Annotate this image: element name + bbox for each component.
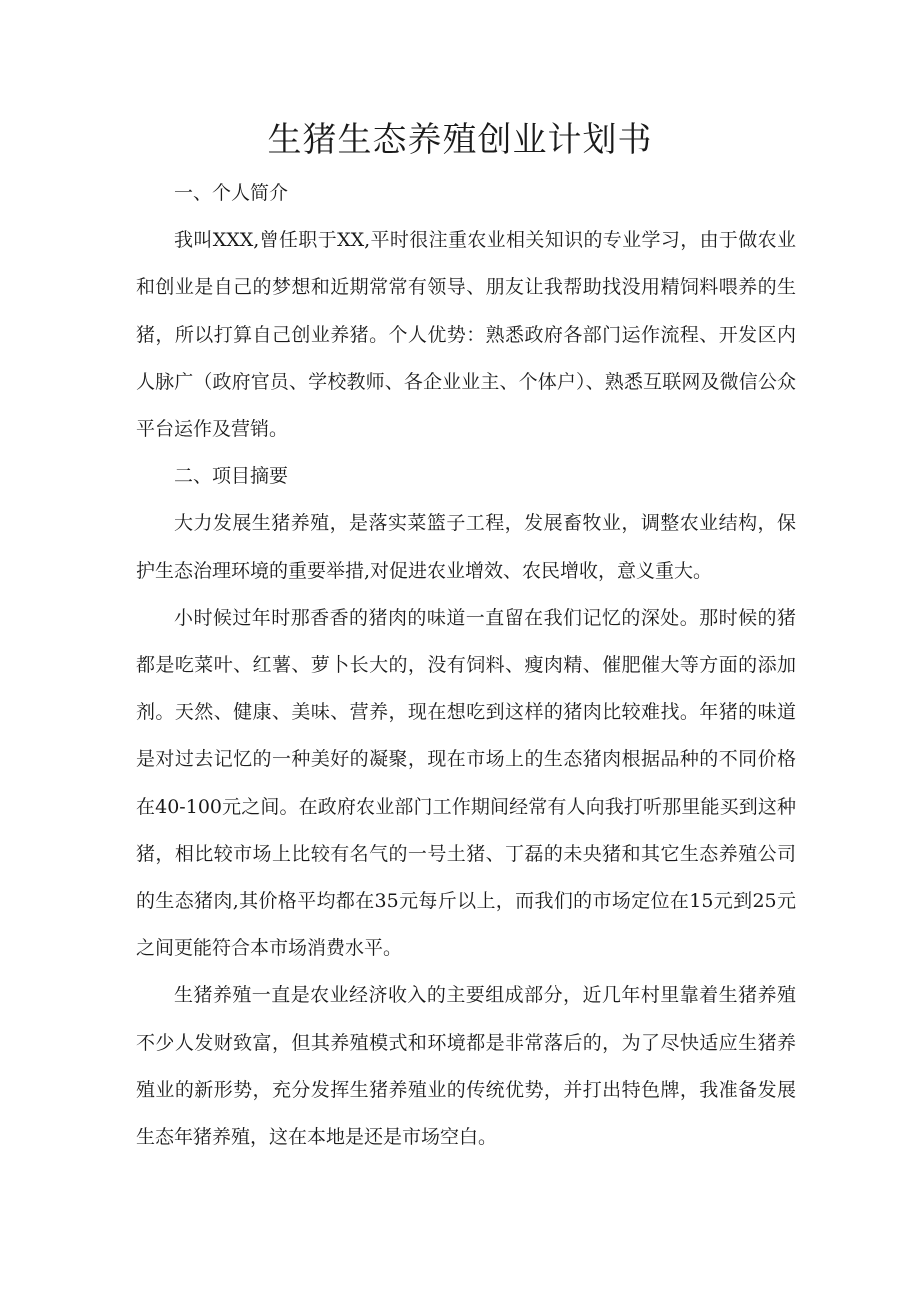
document-title: 生猪生态养殖创业计划书 bbox=[267, 120, 653, 160]
paragraph-summary-2: 小时候过年时那香香的猪肉的味道一直留在我们记忆的深处。那时候的猪都是吃菜叶、红薯、萝卜长大的，没有饲料、瘦肉精、催肥催大等方面的添加剂。天然、健康、美味、营养，现在想吃到这样的猪肉比较难找。年猪的味道是对过去记忆的一种美好的凝聚，现在市场上的生态猪肉根据品种的不同价格在40-100元之间。在政府农业部门工作期间经常有人向我打听那里能买到这种猪，相比较市场上比较有名气的一号土猪、丁磊的未央猪和其它生态养殖公司的生态猪肉,其价格平均都在35元每斤以上，而我们的市场定位在15元到25元之间更能符合本市场消费水平。 bbox=[136, 606, 796, 960]
paragraph-summary-3: 生猪养殖一直是农业经济收入的主要组成部分，近几年村里靠着生猪养殖不少人发财致富，但其养殖模式和环境都是非常落后的，为了尽快适应生猪养殖业的新形势，充分发挥生猪养殖业的传统优势，并打出特色牌，我准备发展生态年猪养殖，这在本地是还是市场空白。 bbox=[136, 984, 796, 1149]
section-heading-summary: 二、项目摘要 bbox=[174, 465, 289, 488]
paragraph-profile: 我叫XXX,曾任职于XX,平时很注重农业相关知识的专业学习，由于做农业和创业是自己的梦想和近期常常有领导、朋友让我帮助找没用精饲料喂养的生猪，所以打算自己创业养猪。个人优势：熟悉政府各部门运作流程、开发区内人脉广（政府官员、学校教师、各企业业主、个体户）、熟悉互联网及微信公众平台运作及营销。 bbox=[136, 229, 796, 441]
paragraph-summary-1: 大力发展生猪养殖，是落实菜篮子工程，发展畜牧业，调整农业结构，保护生态治理环境的重要举措,对促进农业增效、农民增收，意义重大。 bbox=[136, 512, 796, 582]
document-body bbox=[136, 170, 796, 1161]
section-heading-profile: 一、个人简介 bbox=[174, 182, 289, 204]
